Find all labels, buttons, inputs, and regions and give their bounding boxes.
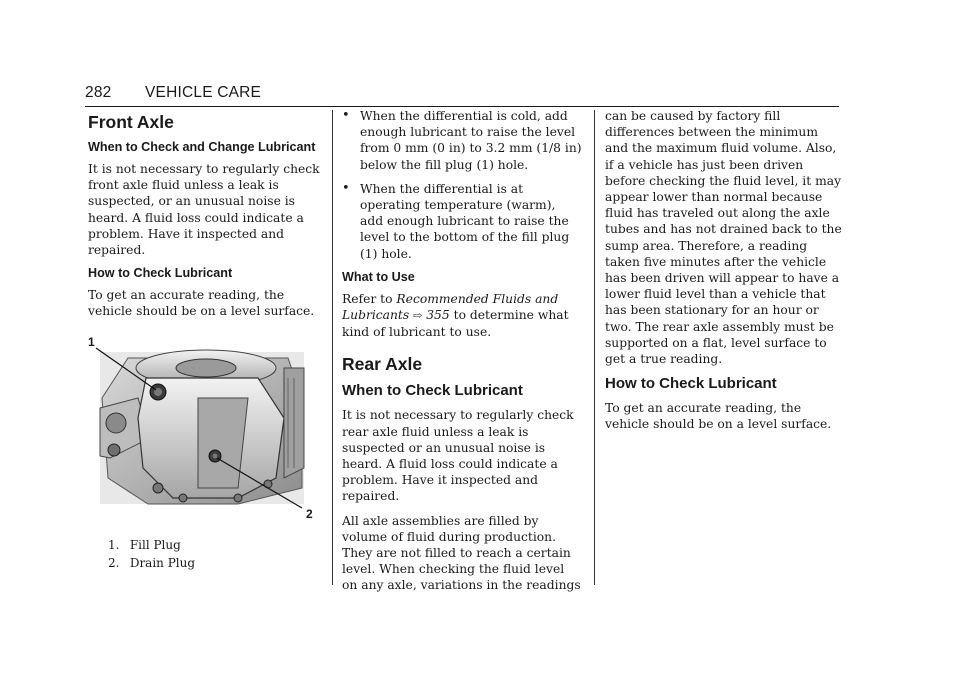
page-reference-icon: ⇨ [413, 309, 423, 323]
bullet-icon: • [342, 180, 350, 196]
caption-item: 1. Fill Plug [108, 537, 181, 552]
figure-caption [108, 536, 320, 572]
level-surface-paragraph: To get an accurate reading, the vehicle should be on a level surface. [88, 288, 315, 319]
rear-axle-paragraph: It is not necessary to regularly check rear axle fluid unless a leak is suspected or an unusual noise is heard. A fluid loss could indicate a problem. Have it inspected and repaired. [342, 408, 574, 504]
level-surface-rear-paragraph: To get an accurate reading, the vehicle should be on a level surface. [605, 401, 832, 432]
axle-fill-paragraph: All axle assemblies are filled by volume of fluid during production. They are not filled to reach a certain level. When checking the fluid level on any axle, variations in the readings [342, 513, 581, 593]
front-axle-heading: Front Axle [88, 112, 174, 132]
recommended-fluids-link[interactable]: Recommended Fluids and Lubricants [342, 291, 559, 323]
section-title: VEHICLE CARE [145, 84, 262, 101]
bullet-item-warm: • When the differential is at operating temperature (warm), add enough lubricant to raise the level to the bottom of the fill plug (1) hole. [342, 180, 570, 261]
when-to-check-heading: When to Check Lubricant [342, 382, 523, 400]
axle-drawing [88, 338, 320, 528]
how-to-check-rear-heading: How to Check Lubricant [605, 375, 777, 393]
column-divider-1 [332, 110, 333, 585]
when-to-check-change-heading: When to Check and Change Lubricant [88, 140, 316, 154]
refer-paragraph: Refer to Recommended Fluids and Lubricants ⇨ 355 to determine what kind of lubricant to use. [342, 291, 569, 340]
front-axle-paragraph: It is not necessary to regularly check front axle fluid unless a leak is suspected, or an unusual noise is heard. A fluid loss could indicate a problem. Have it inspected and repaired. [88, 162, 320, 258]
column-2 [342, 108, 582, 602]
callout-1: 1 [88, 334, 95, 349]
rear-axle-heading: Rear Axle [342, 354, 423, 375]
readings-paragraph: can be caused by factory fill differences between the minimum and the maximum fluid volume. Also, if a vehicle has just been driven before checking the fluid level, it may appear lower than normal because fluid has traveled out along the axle tubes and has not drained back to the sump area. Therefore, a reading taken five minutes after the vehicle has been driven will appear to have a lower fluid level than a vehicle that has been stationary for an hour or two. The rear axle assembly must be supported on a flat, level surface to get a true reading. [605, 109, 842, 367]
column-3 [605, 108, 843, 441]
what-to-use-heading: What to Use [342, 269, 415, 284]
page-number: 282 [85, 84, 112, 101]
bullet-item-cold: • When the differential is cold, add enough lubricant to raise the level from 0 mm (0 in) to 3.2 mm (1/8 in) below the fill plug (1) hole. [342, 108, 582, 172]
how-to-check-heading: How to Check Lubricant [88, 266, 233, 281]
callout-2: 2 [306, 506, 313, 521]
axle-illustration [88, 334, 320, 528]
column-1 [88, 108, 320, 572]
column-divider-2 [594, 110, 595, 585]
page-reference[interactable]: 355 [426, 308, 450, 323]
page-header [85, 82, 839, 107]
caption-item: 2. Drain Plug [108, 555, 196, 570]
bullet-icon: • [342, 108, 350, 123]
